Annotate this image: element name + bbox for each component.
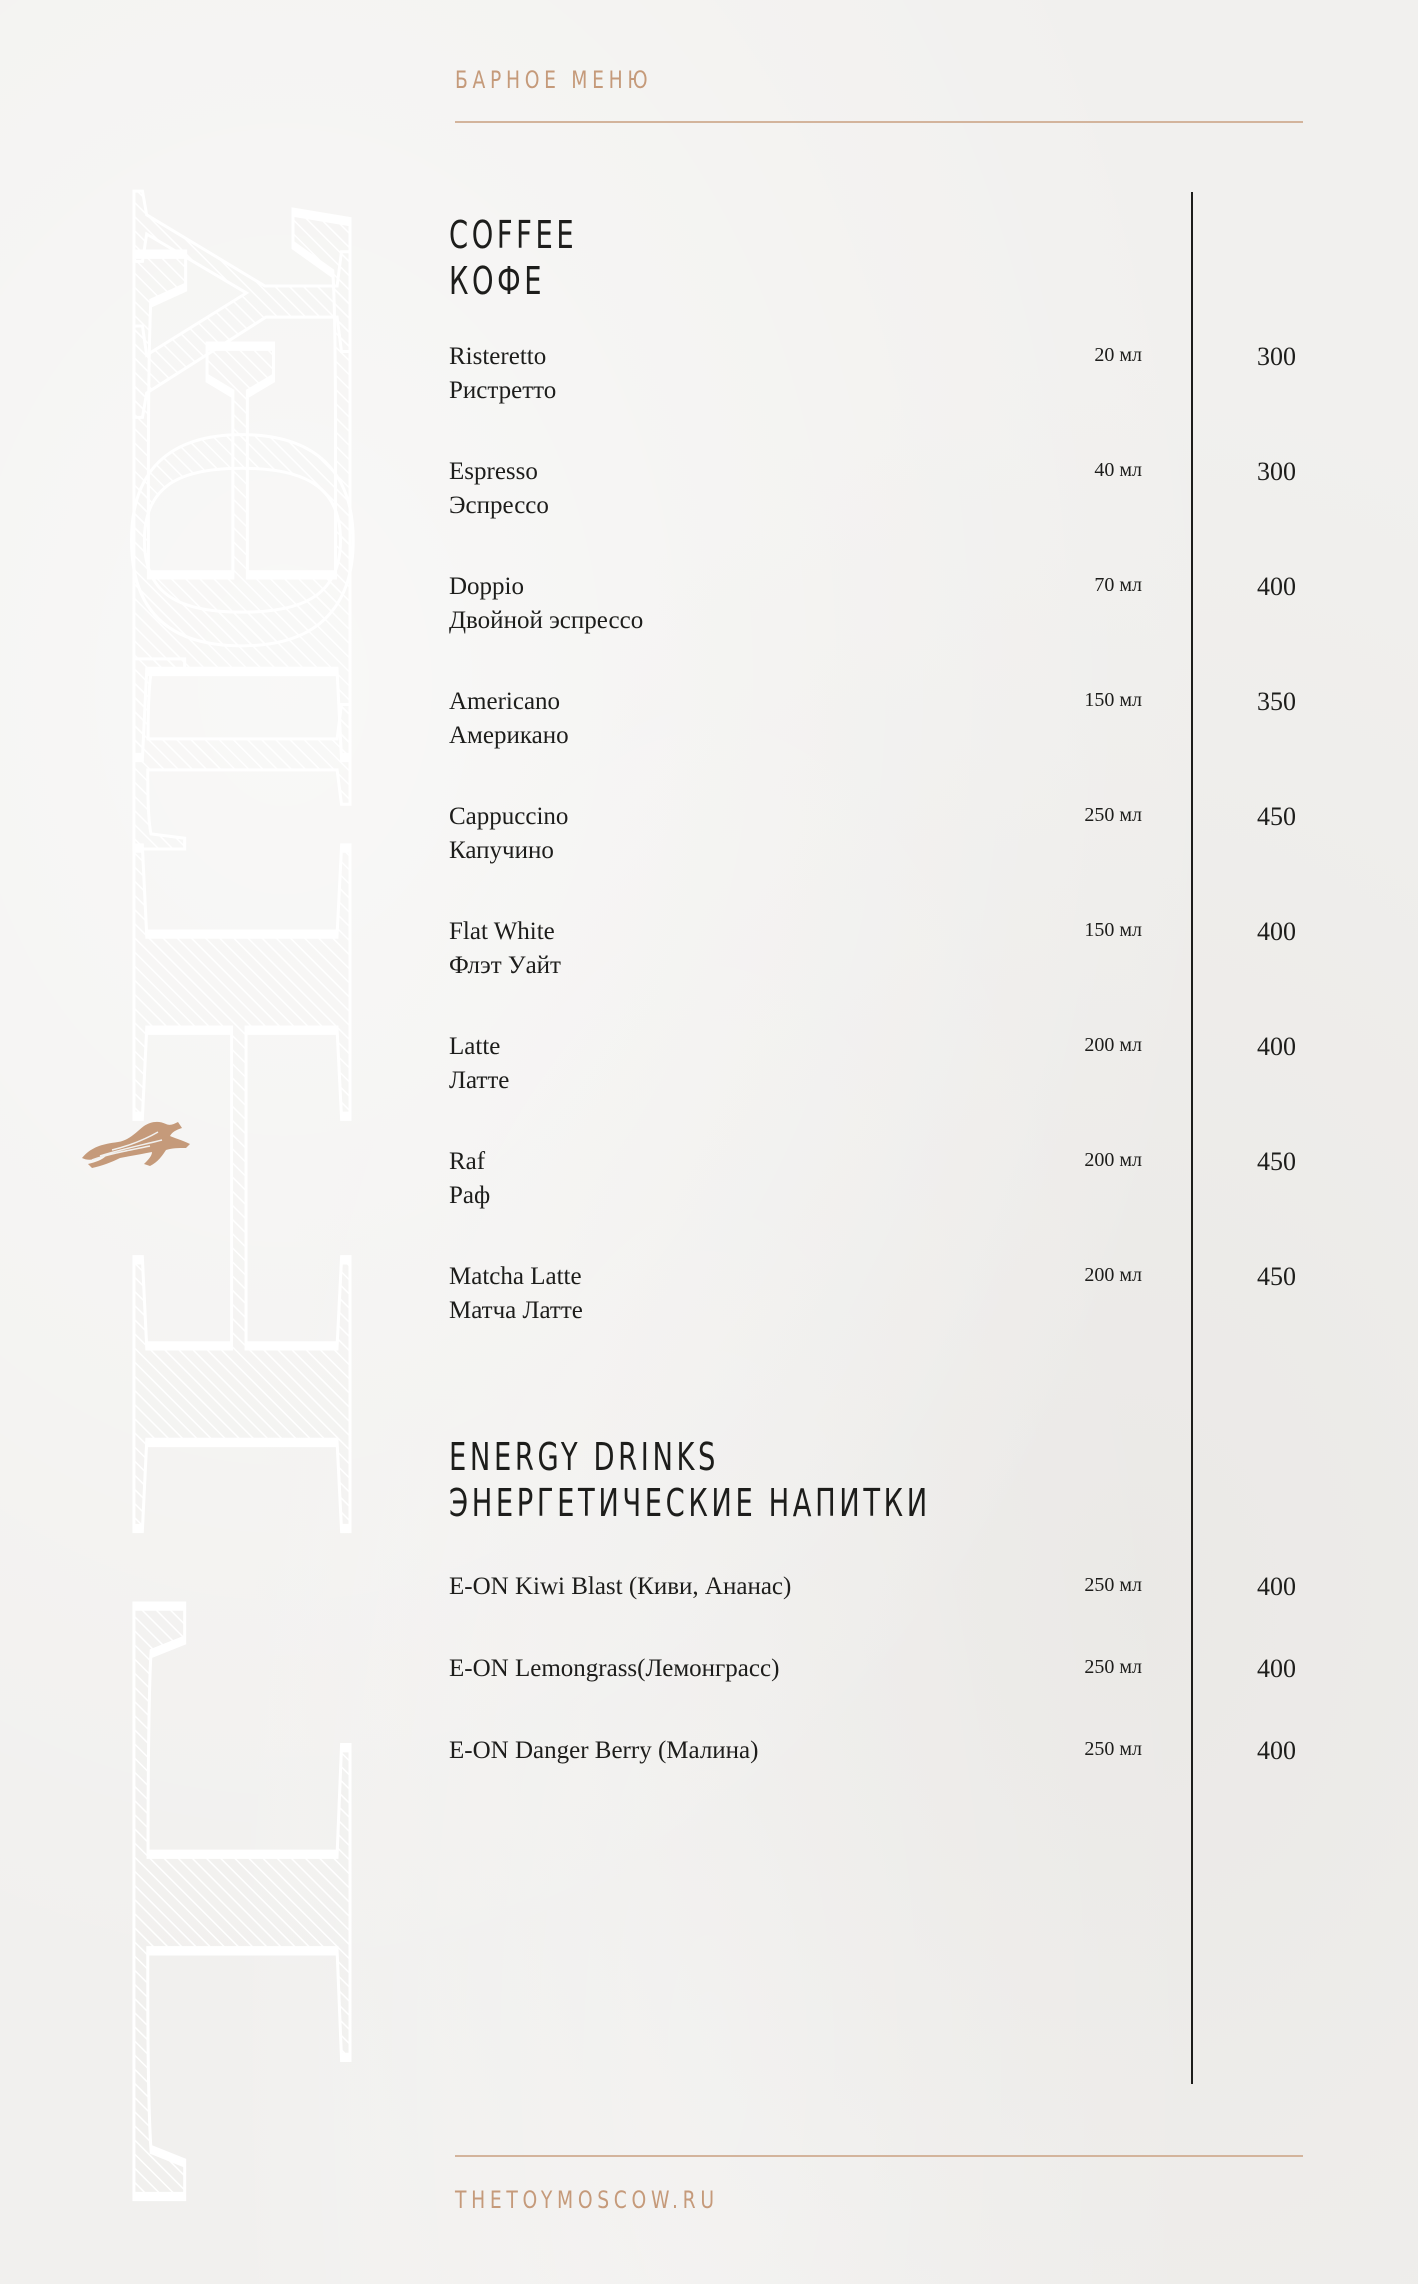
item-volume: 20 мл xyxy=(1094,344,1142,366)
item-price: 300 xyxy=(1257,342,1296,371)
item-price: 450 xyxy=(1257,1262,1296,1291)
menu-item-eon-kiwi-blast: E-ON Kiwi Blast (Киви, Ананас) xyxy=(449,1573,792,1600)
item-volume: 150 мл xyxy=(1084,919,1142,941)
svg-text:TOY: TOY xyxy=(57,182,422,855)
item-price: 400 xyxy=(1257,1572,1296,1601)
item-volume: 70 мл xyxy=(1094,574,1142,596)
footer-divider xyxy=(455,2155,1303,2157)
menu-item-risteretto: Risteretto Ристретто xyxy=(449,343,557,404)
item-volume: 200 мл xyxy=(1084,1149,1142,1171)
item-price: 400 xyxy=(1257,1736,1296,1765)
item-volume: 250 мл xyxy=(1084,1738,1142,1760)
menu-header-label: БАРНОЕ МЕНЮ xyxy=(455,66,653,94)
item-volume: 250 мл xyxy=(1084,1574,1142,1596)
menu-item-espresso: Espresso Эспрессо xyxy=(449,458,549,519)
menu-item-eon-danger-berry: E-ON Danger Berry (Малина) xyxy=(449,1737,759,1764)
price-column-divider xyxy=(1191,192,1193,2084)
item-volume: 150 мл xyxy=(1084,689,1142,711)
item-price: 400 xyxy=(1257,572,1296,601)
item-price: 400 xyxy=(1257,917,1296,946)
section-title-coffee: COFFEE КОФЕ xyxy=(449,213,578,303)
menu-item-matcha-latte: Matcha Latte Матча Латте xyxy=(449,1263,583,1324)
menu-item-eon-lemongrass: E-ON Lemongrass(Лемонграсс) xyxy=(449,1655,780,1682)
menu-item-flat-white: Flat White Флэт Уайт xyxy=(449,918,561,979)
menu-item-raf: Raf Раф xyxy=(449,1148,491,1209)
item-volume: 250 мл xyxy=(1084,804,1142,826)
item-volume: 250 мл xyxy=(1084,1656,1142,1678)
header-divider xyxy=(455,121,1303,123)
section-title-energy-drinks: ENERGY DRINKS ЭНЕРГЕТИЧЕСКИЕ НАПИТКИ xyxy=(449,1435,931,1525)
item-price: 400 xyxy=(1257,1032,1296,1061)
item-volume: 200 мл xyxy=(1084,1264,1142,1286)
item-volume: 40 мл xyxy=(1094,459,1142,481)
item-price: 350 xyxy=(1257,687,1296,716)
item-price: 400 xyxy=(1257,1654,1296,1683)
item-price: 450 xyxy=(1257,1147,1296,1176)
item-price: 300 xyxy=(1257,457,1296,486)
item-price: 450 xyxy=(1257,802,1296,831)
menu-item-latte: Latte Латте xyxy=(449,1033,510,1094)
menu-item-americano: Americano Американо xyxy=(449,688,569,749)
menu-item-doppio: Doppio Двойной эспрессо xyxy=(449,573,644,634)
running-dog-icon xyxy=(78,1118,194,1170)
item-volume: 200 мл xyxy=(1084,1034,1142,1056)
footer-website-url: THETOYMOSCOW.RU xyxy=(455,2186,719,2214)
menu-item-cappuccino: Cappuccino Капучино xyxy=(449,803,569,864)
svg-text:THE: THE xyxy=(57,1543,422,2215)
